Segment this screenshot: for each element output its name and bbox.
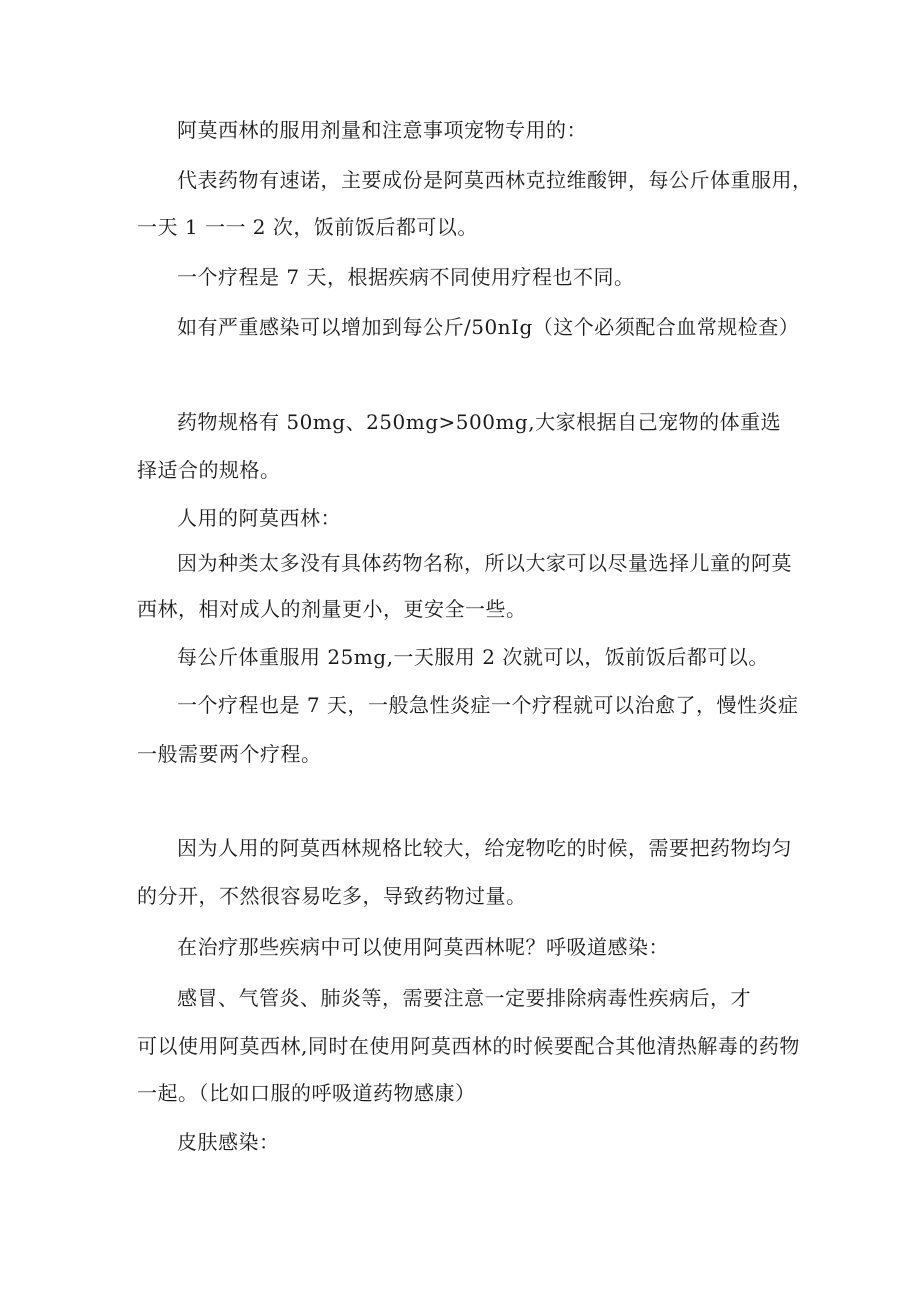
text-line: 西林，相对成人的剂量更小，更安全一些。: [137, 597, 527, 621]
text-line: 在治疗那些疾病中可以使用阿莫西林呢？呼吸道感染：: [177, 935, 669, 959]
text-line: 因为种类太多没有具体药物名称，所以大家可以尽量选择儿童的阿莫: [177, 551, 792, 575]
text-line: 每公斤体重服用 25mg,一天服用 2 次就可以，饭前饭后都可以。: [177, 645, 769, 669]
text-line: 的分开，不然很容易吃多，导致药物过量。: [137, 884, 527, 908]
text-line: 一般需要两个疗程。: [137, 742, 322, 766]
text-line: 一起。（比如口服的呼吸道药物感康）: [137, 1081, 476, 1105]
text-line: 一天 1 一一 2 次，饭前饭后都可以。: [137, 215, 478, 239]
text-line: 因为人用的阿莫西林规格比较大，给宠物吃的时候，需要把药物均匀: [177, 836, 792, 860]
text-line: 可以使用阿莫西林,同时在使用阿莫西林的时候要配合其他清热解毒的药物: [137, 1034, 800, 1058]
text-line: 择适合的规格。: [137, 458, 281, 482]
text-line: 药物规格有 50mg、250mg>500mg,大家根据自己宠物的体重选: [177, 410, 782, 434]
text-line: 一个疗程也是 7 天，一般急性炎症一个疗程就可以治愈了，慢性炎症: [177, 693, 799, 717]
text-line: 一个疗程是 7 天，根据疾病不同使用疗程也不同。: [177, 265, 635, 289]
text-line: 感冒、气管炎、肺炎等，需要注意一定要排除病毒性疾病后，才: [177, 986, 751, 1010]
text-line: 如有严重感染可以增加到每公斤/50nIg（这个必须配合血常规检查）: [177, 315, 800, 339]
text-line: 皮肤感染：: [177, 1130, 280, 1154]
text-line: 代表药物有速诺，主要成份是阿莫西林克拉维酸钾，每公斤体重服用，: [177, 168, 813, 192]
text-line: 阿莫西林的服用剂量和注意事项宠物专用的：: [177, 118, 587, 142]
text-line: 人用的阿莫西林：: [177, 506, 341, 530]
